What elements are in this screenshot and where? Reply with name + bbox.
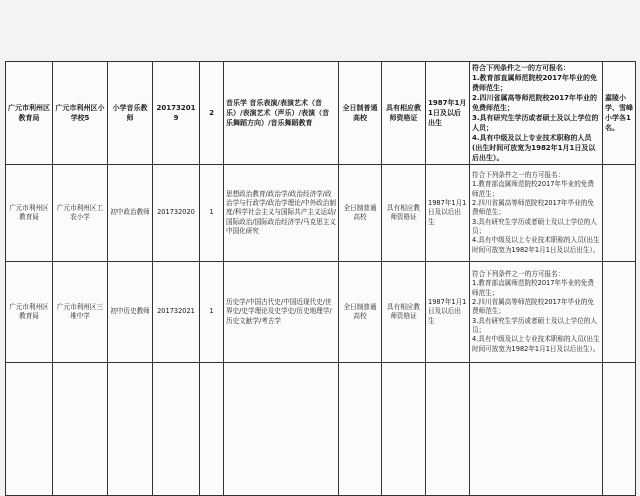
major-cell: 音乐学 音乐表演/表演艺术（音乐）/表演艺术（声乐）/表演（音乐舞蹈方向）/音乐舞蹈教育 xyxy=(224,62,339,165)
table-row xyxy=(6,62,636,165)
table-row xyxy=(6,363,636,496)
note-cell: 嘉陵小学、雪峰小学各1名。 xyxy=(603,62,636,165)
position-cell: 小学音乐教师 xyxy=(108,62,153,165)
requirement-line: 4.具有中级及以上专业技术职称的人员(出生时间可放宽为1982年1月1日及以后出生）。 xyxy=(472,335,600,353)
requirement-line: 4.具有中级及以上专业技术职称的人员(出生时间可放宽为1982年1月1日及以后出生）。 xyxy=(472,236,600,254)
requirement-line: 1.教育部直属师范院校2017年毕业的免费师范生； xyxy=(472,180,594,198)
count-cell: 1 xyxy=(200,262,224,363)
code-cell: 201732021 xyxy=(153,262,200,363)
qualification-cell: 具有相应教师资格证 xyxy=(382,262,426,363)
unit-cell: 广元市利州区教育局 xyxy=(6,62,53,165)
requirement-line: 3.具有研究生学历或者硕士及以上学位的人员； xyxy=(472,114,599,132)
requirement-line: 1.教育部直属师范院校2017年毕业的免费师范生； xyxy=(472,74,598,92)
table-row xyxy=(6,165,636,262)
note-cell xyxy=(603,262,636,363)
school-cell: 广元市利州区小学校5 xyxy=(53,62,108,165)
code-cell: 201732020 xyxy=(153,165,200,262)
requirement-line: 4.具有中级及以上专业技术职称的人员(出生时间可放宽为1982年1月1日及以后出生）。 xyxy=(472,134,596,162)
position-cell: 初中政治教师 xyxy=(108,165,153,262)
count-cell: 2 xyxy=(200,62,224,165)
empty-cell xyxy=(53,363,108,496)
requirement-line: 符合下列条件之一的方可报名： xyxy=(472,64,570,72)
empty-cell xyxy=(426,363,470,496)
empty-cell xyxy=(470,363,603,496)
school-cell: 广元市利州区工农小学 xyxy=(53,165,108,262)
requirements-cell xyxy=(470,62,603,165)
count-cell: 1 xyxy=(200,165,224,262)
empty-cell xyxy=(603,363,636,496)
code-cell: 201732019 xyxy=(153,62,200,165)
position-cell: 初中历史教师 xyxy=(108,262,153,363)
qualification-cell: 具有相应教师资格证 xyxy=(382,62,426,165)
requirement-line: 1.教育部直属师范院校2017年毕业的免费师范生； xyxy=(472,279,594,297)
empty-cell xyxy=(224,363,339,496)
requirement-line: 2.四川省属高等师范院校2017年毕业的免费师范生； xyxy=(472,94,598,112)
requirement-line: 符合下列条件之一的方可报名： xyxy=(472,270,565,279)
qualification-cell: 具有相应教师资格证 xyxy=(382,165,426,262)
education-cell: 全日制普通高校 xyxy=(339,262,382,363)
age-cell: 1987年1月1日及以后出生 xyxy=(426,262,470,363)
empty-cell xyxy=(108,363,153,496)
requirement-line: 符合下列条件之一的方可报名： xyxy=(472,171,565,180)
empty-cell xyxy=(200,363,224,496)
empty-cell xyxy=(6,363,53,496)
empty-cell xyxy=(382,363,426,496)
unit-cell: 广元市利州区教育局 xyxy=(6,165,53,262)
education-cell: 全日制普通高校 xyxy=(339,165,382,262)
major-cell: 思想政治教育/政治学/政治经济学/政治学与行政学/政治学理论/中外政治制度/科学社会主义与国际共产主义运动/国际政治/国际政治经济学/马克思主义中国化研究 xyxy=(224,165,339,262)
requirement-line: 2.四川省属高等师范院校2017年毕业的免费师范生； xyxy=(472,298,594,316)
requirements-cell xyxy=(470,262,603,363)
school-cell: 广元市利州区三堆中学 xyxy=(53,262,108,363)
requirement-line: 2.四川省属高等师范院校2017年毕业的免费师范生； xyxy=(472,199,594,217)
table-row xyxy=(6,262,636,363)
major-cell: 历史学/中国古代史/中国近现代史/世界史/史学理论及史学史/历史地理学/历史文献学/考古学 xyxy=(224,262,339,363)
empty-cell xyxy=(339,363,382,496)
empty-cell xyxy=(153,363,200,496)
requirements-cell xyxy=(470,165,603,262)
requirement-line: 3.具有研究生学历或者硕士及以上学位的人员； xyxy=(472,316,597,334)
age-cell: 1987年1月1日及以后出生 xyxy=(426,62,470,165)
requirement-line: 3.具有研究生学历或者硕士及以上学位的人员； xyxy=(472,217,597,235)
recruitment-table xyxy=(5,61,636,496)
note-cell xyxy=(603,165,636,262)
age-cell: 1987年1月1日及以后出生 xyxy=(426,165,470,262)
education-cell: 全日制普通高校 xyxy=(339,62,382,165)
unit-cell: 广元市利州区教育局 xyxy=(6,262,53,363)
